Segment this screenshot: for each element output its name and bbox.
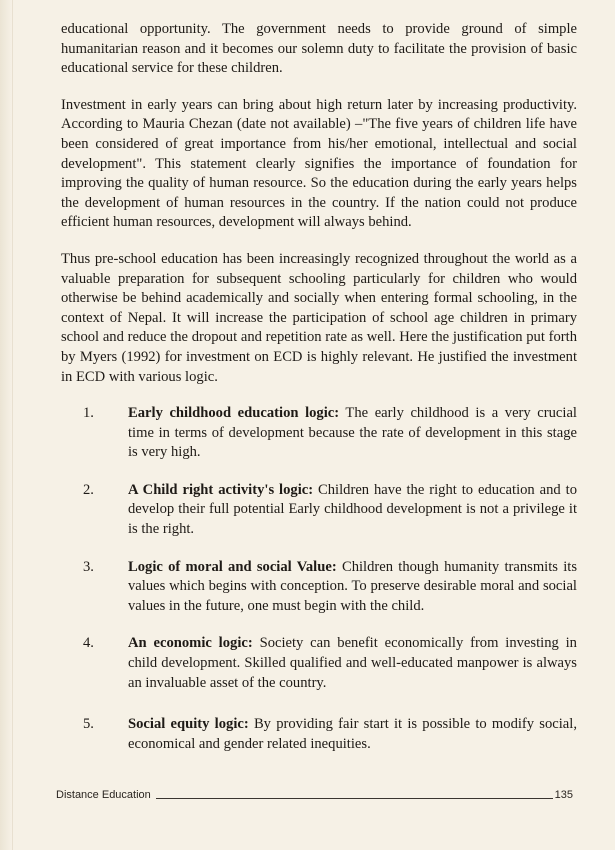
list-term: Logic of moral and social Value: — [128, 558, 337, 575]
list-number: 3. — [83, 558, 94, 575]
paragraph-3: Thus pre-school education has been increasingly recognized throughout the world as a valuable preparation for subsequent schooling particularly for children who would otherwise be behind academically and socially when entering formal schooling, in the context of Nepal. It will increase the participation of school age children in primary school and reduce the dropout and repetition rate as well. Here the justification put forth by Myers (1992) for investment on ECD is highly relevant. He justified the investment in ECD with various logic. — [61, 250, 577, 385]
list-text: By providing fair start it is possible to modify social, economical and gender related inequities. — [128, 716, 577, 752]
list-number: 1. — [83, 405, 94, 422]
list-item — [61, 634, 577, 693]
list-term: Social equity logic: — [128, 716, 249, 733]
document-page — [61, 20, 577, 772]
list-item — [61, 481, 577, 540]
list-item — [61, 558, 577, 617]
paragraph-2: Investment in early years can bring about high return later by increasing productivity. According to Mauria Chezan (date not available) –"The five years of children life have been considered of great importance from his/her emotional, intellectual and social development". This statement clearly signifies the importance of foundation for improving the quality of human resource. So the education during the early years helps the development of human resources in the country. If the nation could not produce efficient human resources, development will always behind. — [61, 96, 577, 231]
page-number: 135 — [554, 789, 573, 801]
list-term: Early childhood education logic: — [128, 405, 340, 422]
paragraph-1: educational opportunity. The government needs to provide ground of simple humanitarian reason and it becomes our solemn duty to facilitate the provision of basic educational service for these children. — [61, 21, 577, 77]
list-text: Children though humanity transmits its values which begins with conception. To preserve desirable moral and social values in the future, one must begin with the child. — [128, 558, 578, 614]
list-number: 2. — [83, 481, 94, 498]
list-text: Society can benefit economically from investing in child development. Skilled qualified and well-educated manpower is always an invaluable asset of the country. — [128, 635, 577, 691]
page-footer — [56, 789, 573, 801]
footer-title: Distance Education — [56, 789, 151, 801]
list-item — [61, 715, 577, 754]
footer-rule — [156, 798, 553, 799]
list-number: 4. — [83, 635, 94, 652]
list-text: The early childhood is a very crucial time in terms of development because the rate of development in this stage is very high. — [128, 405, 577, 461]
list-term: An economic logic: — [128, 635, 253, 652]
logic-list — [61, 404, 577, 754]
list-term: A Child right activity's logic: — [128, 481, 314, 498]
list-text: Children have the right to education and to develop their full potential Early childhood development is not a privilege it is the right. — [128, 481, 577, 538]
page-edge — [0, 0, 13, 850]
list-item — [61, 404, 577, 463]
list-number: 5. — [83, 716, 94, 733]
